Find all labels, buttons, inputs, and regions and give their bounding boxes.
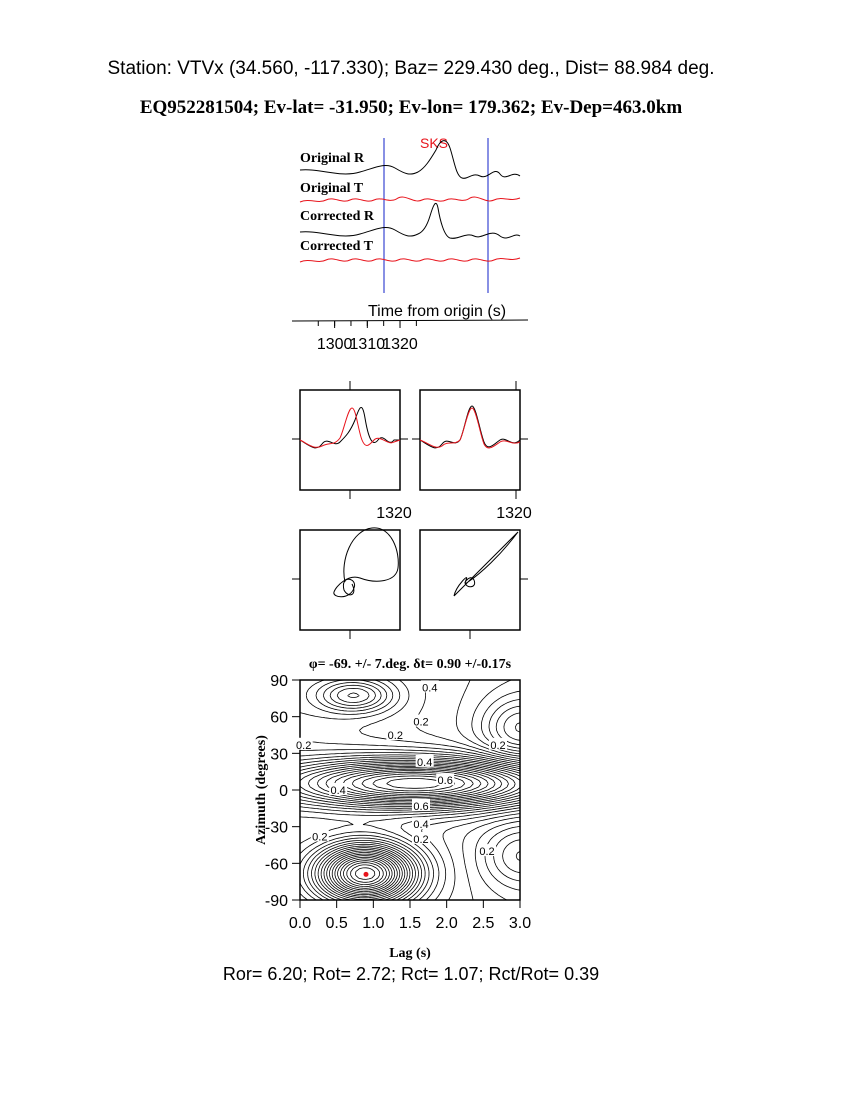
contour-level-line xyxy=(300,762,520,900)
trace-corrected-t xyxy=(300,258,520,262)
compare-tick-right: 1320 xyxy=(496,505,532,522)
contour-value-label: 0.4 xyxy=(417,756,433,769)
contour-x-label: Lag (s) xyxy=(389,946,431,961)
contour-value-label: 0.2 xyxy=(296,739,312,752)
contour-value-label: 0.2 xyxy=(413,716,429,729)
trace-original-t xyxy=(300,197,520,202)
contour-value-label: 0.2 xyxy=(312,831,328,844)
energy-ratios-line: Ror= 6.20; Rot= 2.72; Rct= 1.07; Rct/Rot= 0.39 xyxy=(222,964,600,984)
compare-tick-left: 1320 xyxy=(376,505,412,522)
compare-left-red xyxy=(300,408,400,447)
contour-value-label: 0.2 xyxy=(413,833,429,846)
contour-y-tick-label: 60 xyxy=(270,709,288,727)
contour-y-tick-label: -30 xyxy=(264,819,288,837)
trace-label-corrected-r: Corrected R xyxy=(300,209,374,224)
contour-value-label: 0.6 xyxy=(413,800,429,813)
contour-value-label: 0.4 xyxy=(413,819,429,832)
time-tick-label: 1320 xyxy=(382,336,418,353)
waveform-panel xyxy=(292,135,528,353)
event-info-line: EQ952281504; Ev-lat= -31.950; Ev-lon= 179.362; Ev-Dep=463.0km xyxy=(139,97,683,118)
contour-x-tick-label: 1.5 xyxy=(398,915,422,932)
contour-title: φ= -69. +/- 7.deg. δt= 0.90 +/-0.17s xyxy=(308,657,512,672)
time-tick-label: 1310 xyxy=(349,336,386,353)
contour-x-tick-label: 0.0 xyxy=(288,915,312,932)
trace-label-original-r: Original R xyxy=(300,151,365,166)
best-fit-marker xyxy=(364,872,369,877)
particle-motion-right-path xyxy=(454,532,518,596)
contour-value-label: 0.4 xyxy=(330,785,346,797)
contour-y-tick-label: 0 xyxy=(279,783,288,800)
contour-y-tick-label: 30 xyxy=(270,746,288,764)
contour-x-tick-label: 0.5 xyxy=(325,915,348,932)
contour-value-label: 0.2 xyxy=(387,730,403,742)
contour-y-label: Azimuth (degrees) xyxy=(254,735,269,845)
compare-left-black xyxy=(300,407,400,447)
contour-x-tick-label: 3.0 xyxy=(508,915,532,932)
waveform-compare-left xyxy=(300,390,400,490)
compare-right-black xyxy=(420,406,520,448)
contour-x-tick-label: 1.0 xyxy=(362,915,385,932)
contour-y-tick-label: 90 xyxy=(270,673,288,690)
phase-label: SKS xyxy=(420,135,449,151)
compare-right-red xyxy=(420,408,520,448)
contour-value-label: 0.2 xyxy=(479,846,495,859)
time-axis-line xyxy=(292,320,528,321)
contour-level-line xyxy=(504,713,520,861)
trace-label-corrected-t: Corrected T xyxy=(300,239,373,254)
station-info-line: Station: VTVx (34.560, -117.330); Baz= 229.430 deg., Dist= 88.984 deg. xyxy=(107,58,715,79)
time-tick-label: 1300 xyxy=(316,336,353,353)
contour-value-label: 0.2 xyxy=(490,739,506,752)
contour-value-label: 0.6 xyxy=(437,775,453,788)
trace-label-original-t: Original T xyxy=(300,181,364,196)
particle-motion-left-path xyxy=(334,528,398,597)
contour-y-tick-label: -90 xyxy=(264,893,288,910)
contour-y-tick-label: -60 xyxy=(264,856,288,874)
time-axis-label: Time from origin (s) xyxy=(367,303,507,320)
contour-level-line xyxy=(496,706,520,873)
contour-value-label: 0.4 xyxy=(422,682,438,695)
contour-chart xyxy=(254,657,531,961)
contour-x-tick-label: 2.5 xyxy=(472,915,495,932)
contour-x-tick-label: 2.0 xyxy=(435,915,458,932)
comparison-panels xyxy=(292,381,532,639)
